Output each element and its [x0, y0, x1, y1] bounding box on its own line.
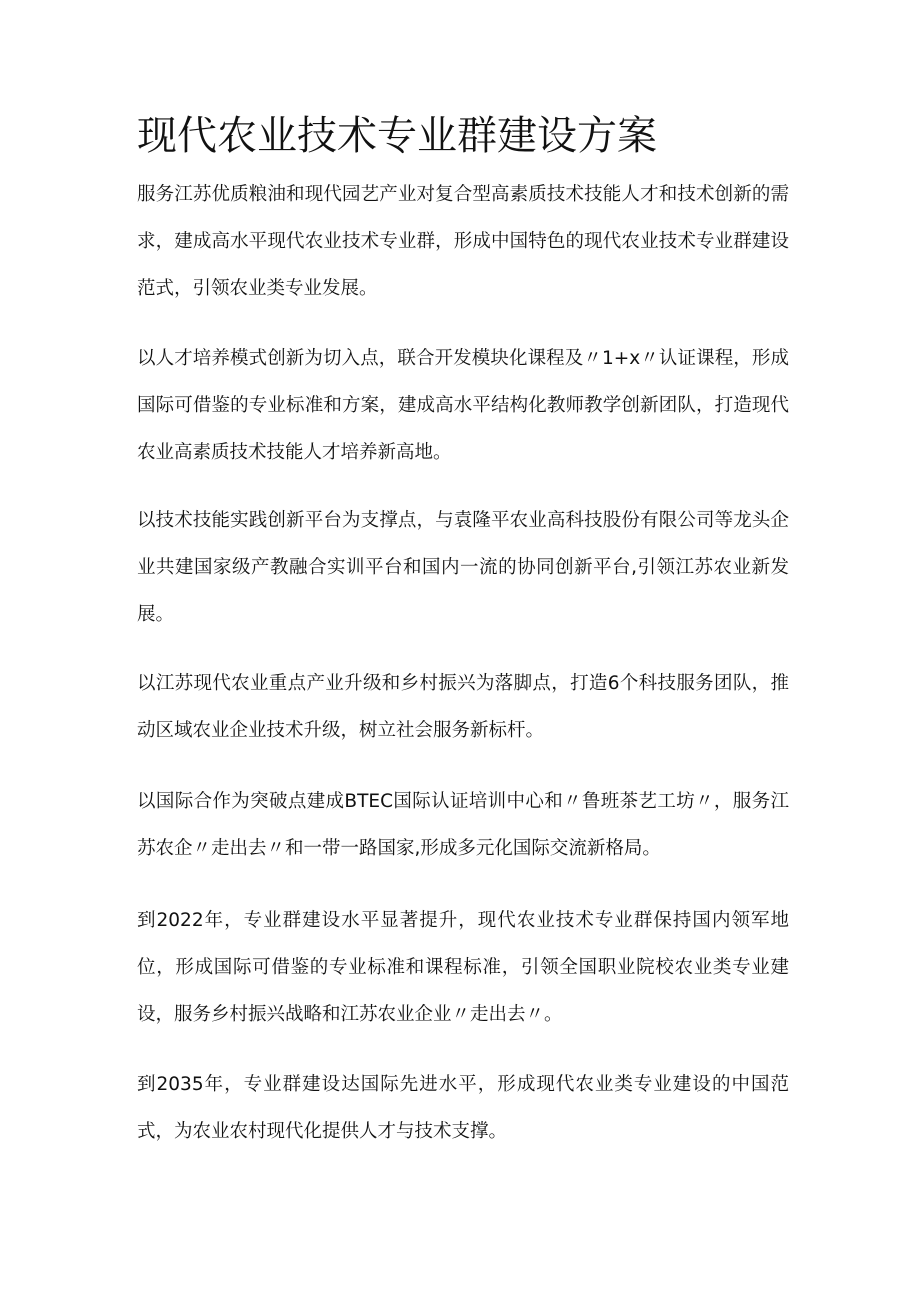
paragraph-6: 到2022年，专业群建设水平显著提升，现代农业技术专业群保持国内领军地位，形成国际可借鉴的专业标准和课程标准，引领全国职业院校农业类专业建设，服务乡村振兴战略和江苏农业企业〃走出去〃。 [137, 910, 789, 1025]
paragraph-3: 以技术技能实践创新平台为支撑点，与袁隆平农业高科技股份有限公司等龙头企业共建国家级产教融合实训平台和国内一流的协同创新平台,引领江苏农业新发展。 [137, 510, 789, 625]
paragraph-1: 服务江苏优质粮油和现代园艺产业对复合型高素质技术技能人才和技术创新的需求，建成高水平现代农业技术专业群，形成中国特色的现代农业技术专业群建设范式，引领农业类专业发展。 [137, 184, 789, 299]
document-title: 现代农业技术专业群建设方案 [137, 113, 657, 159]
paragraph-4: 以江苏现代农业重点产业升级和乡村振兴为落脚点，打造6个科技服务团队，推动区域农业企业技术升级，树立社会服务新标杆。 [137, 673, 789, 741]
paragraph-2: 以人才培养模式创新为切入点，联合开发模块化课程及〃1+x〃认证课程，形成国际可借鉴的专业标准和方案，建成高水平结构化教师教学创新团队，打造现代农业高素质技术技能人才培养新高地。 [137, 348, 789, 463]
paragraph-7: 到2035年，专业群建设达国际先进水平，形成现代农业类专业建设的中国范式，为农业农村现代化提供人才与技术支撑。 [137, 1074, 789, 1142]
paragraph-5: 以国际合作为突破点建成BTEC国际认证培训中心和〃鲁班茶艺工坊〃，服务江苏农企〃走出去〃和一带一路国家,形成多元化国际交流新格局。 [137, 791, 789, 859]
